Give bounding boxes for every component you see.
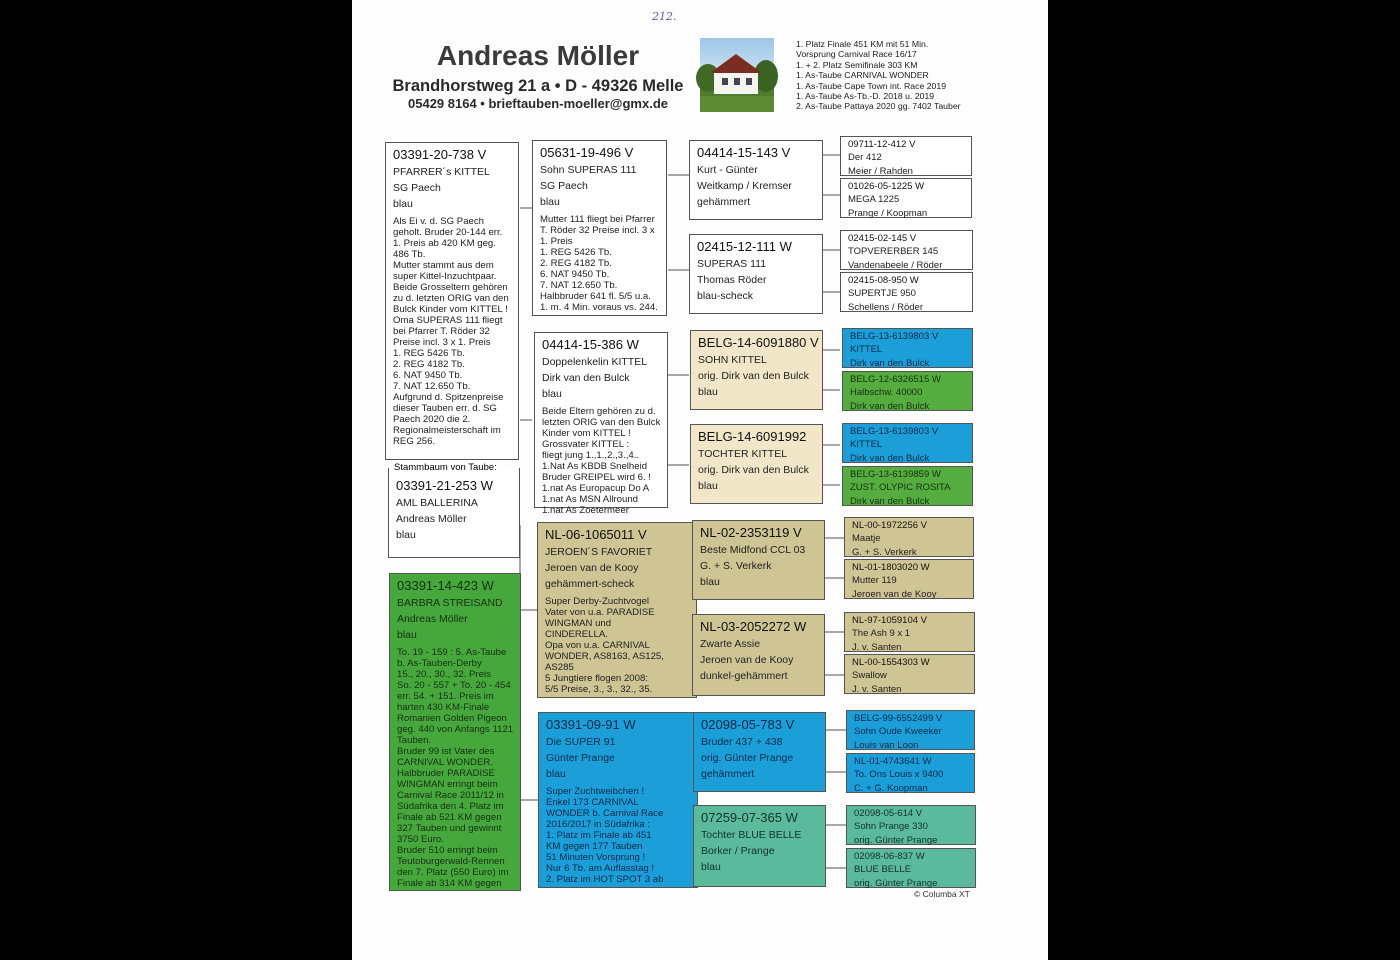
bird-name: AML BALLERINA [396,497,478,509]
gen4-box-13[interactable] [846,710,975,750]
copyright-note: © Columba XT [914,889,970,899]
bird-breeder: orig. Günter Prange [701,752,794,764]
bird-description: To. 19 - 159 : 5. As-Taube b. As-Tauben-Derby 15., 20., 30., 32. Preis So. 20 - 557 + To. 20 - 454 err. 54. + 151. Preis im harten 430 KM-Finale Romanien Golden Pigeon geg. 440 von Anfangs 1121 Tauben. Bruder 99 ist Vater des CARNIVAL WONDER. Halbbruder PARADISE WINGMAN erringt beim Carnival Race 2011/12 in Südafrika den 4. Platz im Finale ab 521 KM gegen 327 Tauben und gewinnt 3750 Euro. Bruder 510 erringt beim Teutoburgerwald-Rennen den 7. Platz (550 Euro) im Finale ab 314 KM gegen [397,647,514,889]
bird-name: Sohn SUPERAS 111 [540,164,637,176]
bird-name: SOHN KITTEL [698,354,767,366]
bird-breeder: C. + G. Koopman [854,782,928,794]
bird-description: Super Zuchtweibchen ! Enkel 173 CARNIVAL WONDER b. Carnival Race 2016/2017 in Südafrika : 1. Platz im Finale ab 451 KM gegen 177 Tauben 51 Minuten Vorsprung ! Nur 6 Tb. am Auflasstag ! 2. Platz im HOT SPOT 3 ab [546,786,664,885]
bird-breeder: Schellens / Röder [848,301,923,313]
bird-name: SUPERAS 111 [697,258,767,270]
bird-name: To. Ons Louis x 9400 [854,769,944,780]
bird-color: blau [540,196,560,208]
bird-name: BARBRA STREISAND [397,597,503,609]
gen3-box-3[interactable] [690,330,823,410]
bird-color: blau [393,198,413,210]
ring-number: 07259-07-365 W [701,810,798,825]
grandsire-dam-side-box[interactable] [537,522,697,698]
gen4-box-14[interactable] [846,753,975,793]
bird-description: Als Ei v. d. SG Paech geholt. Bruder 20-144 err. 1. Preis ab 420 KM geg. 486 Tb. Mutter stammt aus dem super Kittel-Inzuchtpaar. Beide Grosseltern gehören zu d. letzten ORIG van den Bulck Kinder vom KITTEL ! Oma SUPERAS 111 fliegt bei Pfarrer T. Röder 32 Preise incl. 3 x 1. Preis 1. REG 5426 Tb. 2. REG 4182 Tb. 6. NAT 9450 Tb. 7. NAT 12.650 Tb. Aufgrund d. Spitzenpreise dieser Tauben err. d. SG Paech 2020 die 2. Regionalmeisterschaft im REG 256. [393,216,509,447]
bird-description: Beide Eltern gehören zu d. letzten ORIG van den Bulck Kinder vom KITTEL ! Grossvater KITTEL : fliegt jung 1.,1.,2.,3.,4.. 1.Nat As KBDB Snelheid Bruder GREIPEL wird 6. ! 1.nat As Europacup Do A 1.nat As MSN Allround 1.nat As Zoetermeer [542,406,661,516]
bird-name: BLUE BELLE [854,864,912,875]
bird-color: blau [546,768,566,780]
award-line: 2. As-Taube Pattaya 2020 gg. 7402 Tauber [796,101,961,112]
award-line: 1. As-Taube As-Tb.-D. 2018 u. 2019 [796,91,935,102]
gen4-box-11[interactable] [844,612,975,652]
bird-name: The Ash 9 x 1 [852,628,911,639]
ring-number: 04414-15-386 W [542,337,639,352]
bird-name: Der 412 [848,152,882,163]
bird-color: gehämmert-scheck [545,578,635,590]
bird-color: blau [698,386,718,398]
bird-name: KITTEL [850,344,883,355]
gen3-box-2[interactable] [689,234,823,314]
bird-color: blau-scheck [697,290,754,302]
bird-name: Bruder 437 + 438 [701,736,783,748]
bird-breeder: Günter Prange [546,752,615,764]
ring-number: NL-01-1803020 W [852,562,930,573]
breeder-name: Andreas Möller [436,40,640,71]
ring-number: 03391-21-253 W [396,478,493,493]
ring-number: 02415-08-950 W [848,275,919,286]
bird-color: blau [397,629,417,641]
award-line: 1. As-Taube CARNIVAL WONDER [796,70,929,81]
bird-breeder: Prange / Koopman [848,207,928,219]
pedigree-sheet [352,0,1048,960]
bird-color: dunkel-gehämmert [700,670,788,682]
gen4-box-7[interactable] [842,423,973,463]
gen4-box-15[interactable] [846,805,976,845]
ring-number: 09711-12-412 V [848,139,916,150]
subject-bird-box[interactable] [388,468,520,558]
bird-breeder: Borker / Prange [701,845,775,857]
bird-name: TOCHTER KITTEL [698,448,788,460]
bird-name: Kurt - Günter [697,164,758,176]
ring-number: BELG-13-6139803 V [850,331,939,342]
awards-list [796,39,961,112]
bird-breeder: Andreas Möller [396,513,467,525]
ring-number: 04414-15-143 V [697,145,791,160]
bird-color: blau [396,529,416,541]
ring-number: 02415-12-111 W [697,239,792,254]
gen3-box-7[interactable] [693,712,826,792]
gen3-box-4[interactable] [690,424,823,504]
bird-name: Sohn Oude Kweeker [854,726,942,737]
bird-color: gehämmert [697,196,751,208]
ring-number: NL-03-2052272 W [700,619,807,634]
bird-breeder: Dirk van den Bulck [850,495,930,507]
grandsire-sire-side-box[interactable] [532,140,667,316]
ring-number: 02098-05-783 V [701,717,795,732]
gen4-box-9[interactable] [844,517,974,557]
bird-name: Doppelenkelin KITTEL [542,356,648,368]
gen4-box-12[interactable] [844,654,975,694]
ring-number: NL-06-1065011 V [545,527,647,542]
bird-breeder: orig. Dirk van den Bulck [698,464,809,476]
gen4-box-2[interactable] [840,178,972,218]
gen3-box-6[interactable] [692,614,825,696]
bird-breeder: Meier / Rahden [848,165,913,177]
gen4-box-1[interactable] [840,136,972,176]
bird-description: Mutter 111 fliegt bei Pfarrer T. Röder 32 Preise incl. 3 x 1. Preis 1. REG 5426 Tb. 2. REG 4182 Tb. 6. NAT 9450 Tb. 7. NAT 12.650 Tb. Halbbruder 641 fl. 5/5 u.a. 1. m. 4 Min. voraus vs. 244. [540,214,658,313]
bird-name: PFARRER´s KITTEL [393,166,490,178]
bird-name: JEROEN´S FAVORIET [545,546,653,558]
bird-breeder: SG Paech [540,180,588,192]
bird-description: Super Derby-Zuchtvogel Vater von u.a. PARADISE WINGMAN und CINDERELLA. Opa von u.a. CARNIVAL WONDER, AS8163, AS125, AS285 5 Jungtiere flogen 2008: 5/5 Preise, 3., 3., 32., 35. [545,596,664,695]
bird-name: Mutter 119 [852,575,897,586]
bird-breeder: G. + S. Verkerk [852,546,917,558]
handwritten-note: 212. [652,10,677,23]
pedigree-of-label: Stammbaum von Taube: [394,462,497,473]
bird-breeder: orig. Günter Prange [854,834,938,846]
bird-breeder: Weitkamp / Kremser [697,180,792,192]
bird-name: KITTEL [850,439,883,450]
ring-number: BELG-13-6139859 W [850,469,941,480]
bird-breeder: Jeroen van de Kooy [852,588,937,600]
gen3-box-5[interactable] [692,520,825,600]
ring-number: 02098-06-837 W [854,851,925,862]
bird-breeder: G. + S. Verkerk [700,560,772,572]
bird-name: Beste Midfond CCL 03 [700,544,806,556]
ring-number: 02415-02-145 V [848,233,917,244]
bird-name: MEGA 1225 [848,194,900,205]
ring-number: NL-97-1059104 V [852,615,927,626]
ring-number: BELG-14-6091880 V [698,335,819,350]
ring-number: NL-01-4743641 W [854,756,932,767]
bird-name: Swallow [852,670,887,681]
award-line: 1. Platz Finale 451 KM mit 51 Min. [796,39,929,49]
bird-breeder: Dirk van den Bulck [542,372,630,384]
ring-number: NL-00-1972256 V [852,520,927,531]
gen3-box-1[interactable] [689,140,823,220]
bird-breeder: Jeroen van de Kooy [545,562,639,574]
bird-breeder: J. v. Santen [852,641,902,653]
bird-breeder: Dirk van den Bulck [850,452,930,464]
gen4-box-4[interactable] [840,272,973,312]
bird-breeder: Dirk van den Bulck [850,400,930,412]
bird-color: blau [542,388,562,400]
gen3-box-8[interactable] [693,805,826,887]
bird-name: TOPVERERBER 145 [848,246,939,257]
ring-number: NL-00-1554303 W [852,657,930,668]
bird-breeder: orig. Dirk van den Bulck [698,370,809,382]
gen4-box-5[interactable] [842,328,973,368]
bird-breeder: orig. Günter Prange [854,877,938,889]
bird-name: Maatje [852,533,881,544]
ring-number: 03391-09-91 W [546,717,636,732]
bird-color: blau [698,480,718,492]
bird-name: Sohn Prange 330 [854,821,928,832]
ring-number: 03391-20-738 V [393,147,487,162]
bird-name: Tochter BLUE BELLE [701,829,802,841]
bird-name: SUPERTJE 950 [848,288,916,299]
bird-breeder: Thomas Röder [697,274,767,286]
ring-number: 05631-19-496 V [540,145,634,160]
pedigree-sire-box[interactable] [385,142,519,460]
ring-number: 02098-05-614 V [854,808,923,819]
ring-number: 01026-05-1225 W [848,181,925,192]
bird-color: gehämmert [701,768,755,780]
gen4-box-16[interactable] [846,848,976,888]
ring-number: 03391-14-423 W [397,578,494,593]
bird-name: ZUST. OLYPIC ROSITA [850,482,951,493]
bird-breeder: Vandenabeele / Röder [848,259,943,271]
ring-number: BELG-12-6326515 W [850,374,941,385]
bird-color: blau [701,861,721,873]
granddam-sire-side-box[interactable] [534,332,668,516]
bird-breeder: Jeroen van de Kooy [700,654,794,666]
ring-number: BELG-99-6552499 V [854,713,943,724]
bird-breeder: Andreas Möller [397,613,468,625]
breeder-contact: 05429 8164 • brieftauben-moeller@gmx.de [408,96,668,111]
gen4-box-6[interactable] [842,371,973,411]
gen4-box-8[interactable] [842,466,973,506]
granddam-dam-side-box[interactable] [538,712,698,888]
dam-box[interactable] [389,573,521,891]
bird-breeder: J. v. Santen [852,683,902,695]
bird-breeder: Louis van Loon [854,739,919,751]
ring-number: BELG-13-6139803 V [850,426,939,437]
bird-name: Halbschw. 40000 [850,387,923,398]
breeder-address: Brandhorstweg 21 a • D - 49326 Melle [392,77,684,95]
gen4-box-10[interactable] [844,559,974,599]
bird-breeder: SG Paech [393,182,441,194]
bird-breeder: Dirk van den Bulck [850,357,930,369]
bird-color: blau [700,576,720,588]
bird-name: Die SUPER 91 [546,736,616,748]
gen4-box-3[interactable] [840,230,973,270]
bird-name: Zwarte Assie [700,638,761,650]
ring-number: BELG-14-6091992 [698,429,807,444]
award-line: Vorsprung Carnival Race 16/17 [796,49,917,60]
ring-number: NL-02-2353119 V [700,525,802,540]
award-line: 1. + 2. Platz Semifinale 303 KM [796,59,918,70]
loft-photo [700,38,774,112]
award-line: 1. As-Taube Cape Town int. Race 2019 [796,80,947,91]
